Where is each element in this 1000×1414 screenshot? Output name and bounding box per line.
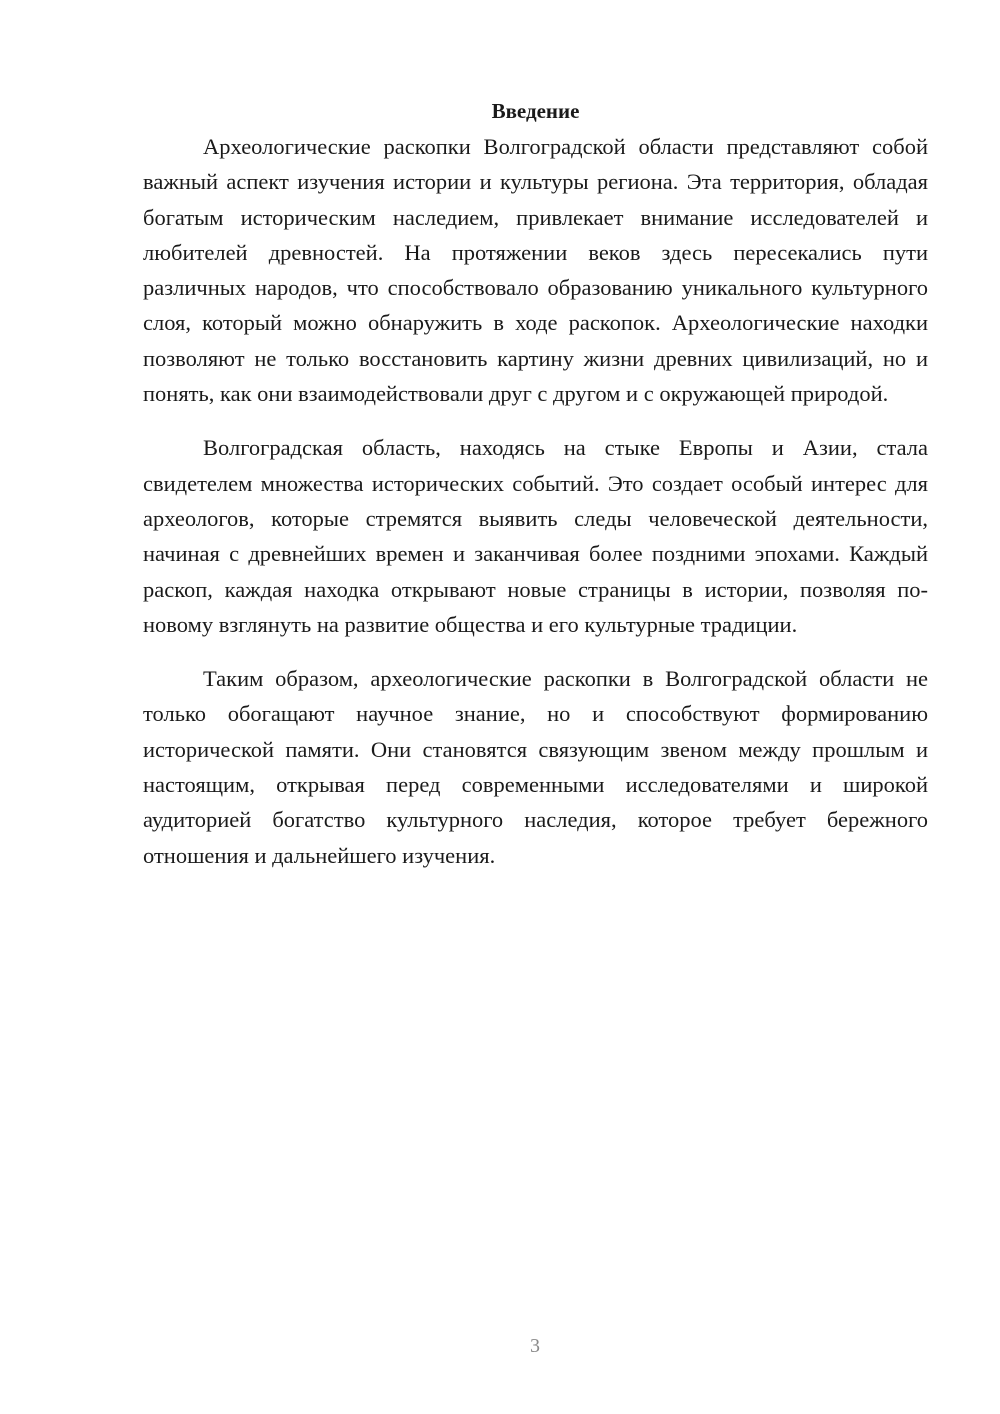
paragraph-2: Волгоградская область, находясь на стыке Европы и Азии, стала свидетелем множества исторических событий. Это создает особый интерес для археологов, которые стремятся выявить следы человеческой деятельности, начиная с древнейших времен и заканчивая более поздними эпохами. Каждый раскоп, каждая находка открывают новые страницы в истории, позволяя по-новому взглянуть на развитие общества и его культурные традиции. — [143, 435, 928, 637]
paragraph-3: Таким образом, археологические раскопки в Волгоградской области не только обогащают научное знание, но и способствуют формированию исторической памяти. Они становятся связующим звеном между прошлым и настоящим, открывая перед современными исследователями и широкой аудиторией богатство культурного наследия, которое требует бережного отношения и дальнейшего изучения. — [143, 666, 928, 868]
paragraph-1: Археологические раскопки Волгоградской области представляют собой важный аспект изучения истории и культуры региона. Эта территория, обладая богатым историческим наследием, привлекает внимание исследователей и любителей древностей. На протяжении веков здесь пересекались пути различных народов, что способствовало образованию уникального культурного слоя, который можно обнаружить в ходе раскопок. Археологические находки позволяют не только восстановить картину жизни древних цивилизаций, но и понять, как они взаимодействовали друг с другом и с окружающей природой. — [143, 134, 928, 407]
page-content — [143, 96, 928, 892]
section-title: Введение — [491, 99, 580, 123]
page-number: 3 — [530, 1335, 540, 1357]
